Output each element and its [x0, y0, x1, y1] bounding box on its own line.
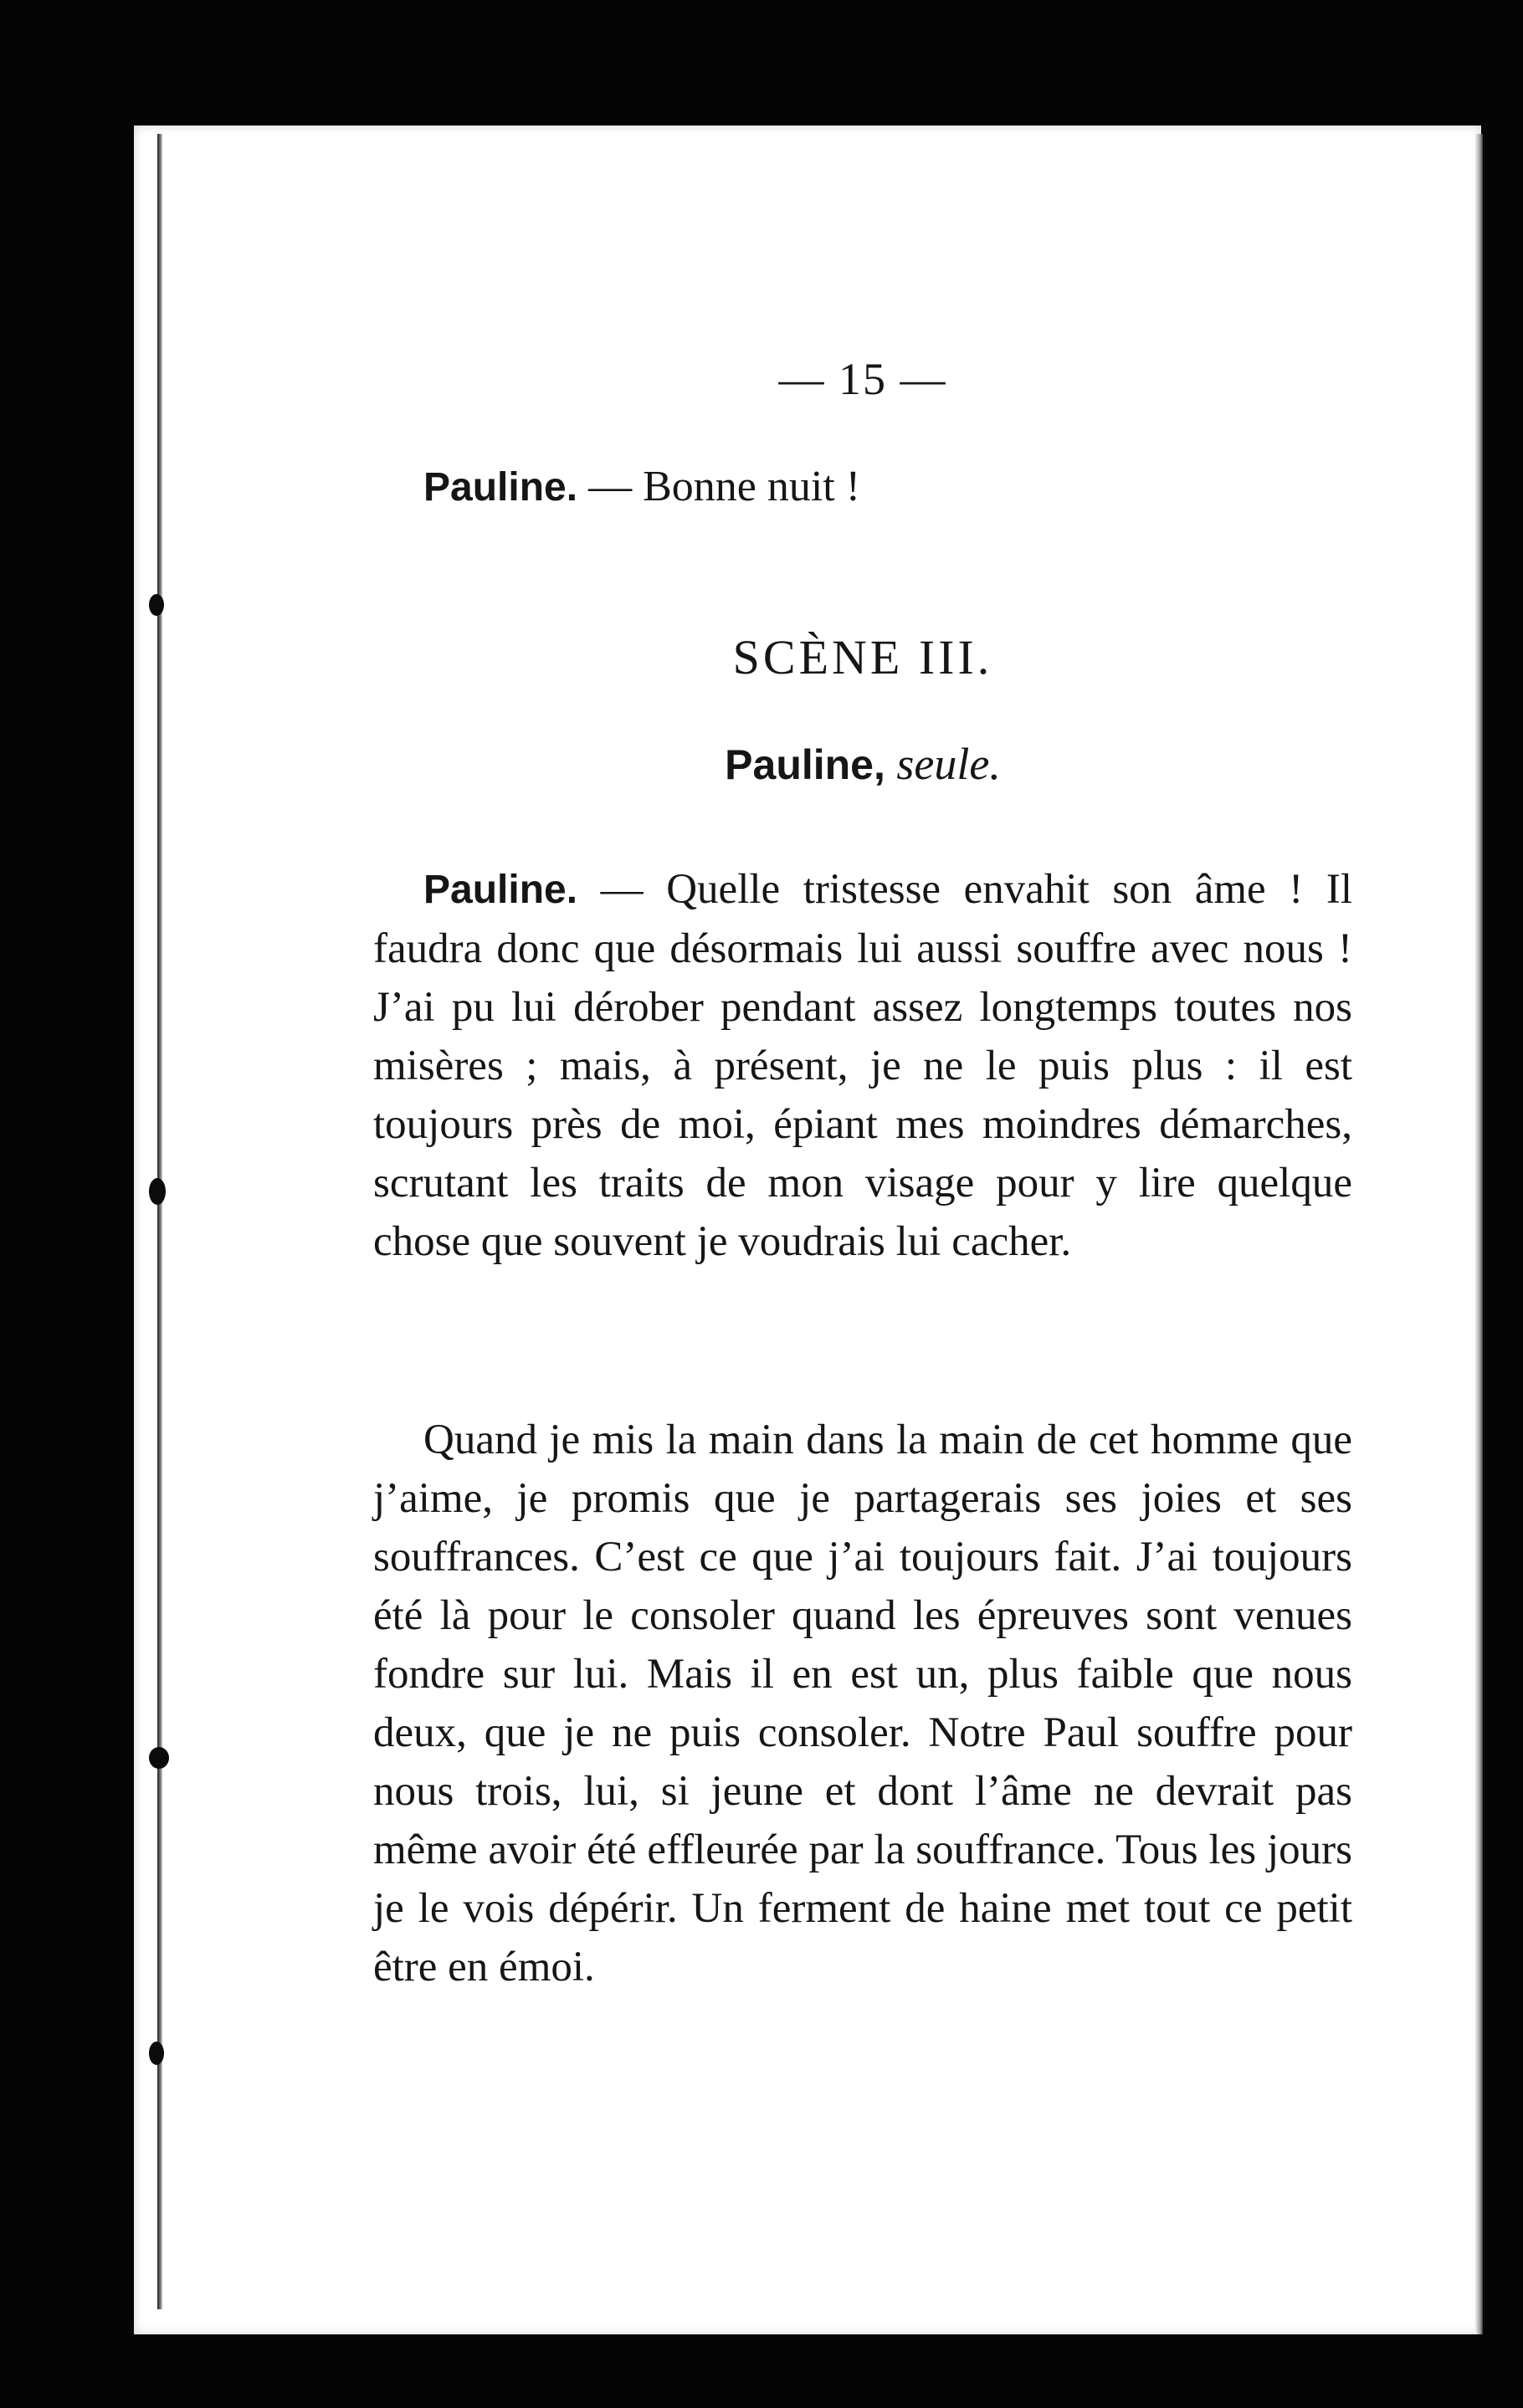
monologue-text: — Quelle tristesse envahit son âme ! Il faudra donc que désormais lui aussi souffre avec nous ! J’ai pu lui dérober pendant assez longtemps toutes nos misères ; mais, à présent, je ne le puis plus : il est toujours près de moi, épiant mes moindres démarches, scrutant les traits de mon visage pour y lire quelque chose que souvent je voudrais lui cacher. — [373, 866, 1352, 1265]
scene-cast-line — [373, 738, 1352, 790]
speaker-name: Pauline. — [423, 465, 578, 510]
binding-thread-mark — [149, 2042, 164, 2065]
scene-character: Pauline, — [725, 741, 885, 788]
binding-thread-mark — [149, 1747, 169, 1769]
page-right-edge — [1474, 134, 1483, 2334]
stage-direction: seule. — [896, 739, 1001, 789]
dialogue-line — [423, 462, 860, 511]
monologue-paragraph — [373, 860, 1352, 1271]
page-number: — 15 — — [778, 354, 947, 404]
dialogue-text: — Bonne nuit ! — [577, 463, 861, 510]
scene-heading: SCÈNE III. — [732, 630, 993, 684]
speaker-name: Pauline. — [423, 868, 578, 912]
binding-thread-mark — [149, 1178, 166, 1205]
page-binding-edge — [157, 134, 162, 2309]
binding-thread-mark — [149, 594, 164, 616]
monologue-paragraph: Quand je mis la main dans la main de cet homme que j’aime, je promis que je partagerais ses joies et ses souffrances. C’est ce que j’ai toujours fait. J’ai toujours été là pour le consoler quand les épreuves sont venues fondre sur lui. Mais il en est un, plus faible que nous deux, que je ne puis consoler. Notre Paul souffre pour nous trois, lui, si jeune et dont l’âme ne devrait pas même avoir été effleurée par la souffrance. Tous les jours je le vois dépérir. Un ferment de haine met tout ce petit être en émoi. — [373, 1417, 1352, 1990]
